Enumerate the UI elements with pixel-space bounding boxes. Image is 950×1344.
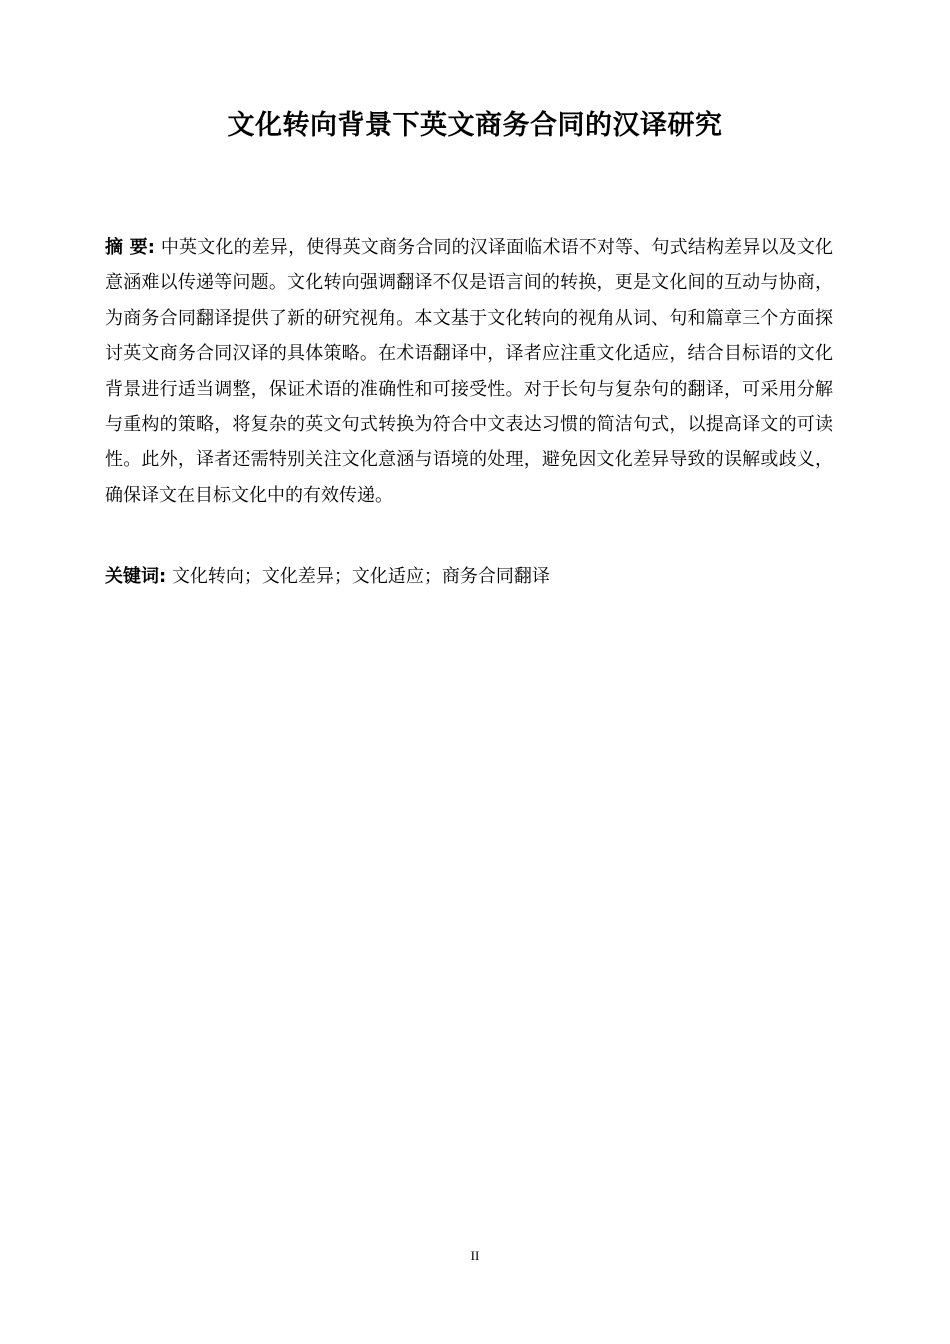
keywords-text: 文化转向；文化差异；文化适应；商务合同翻译: [171, 566, 550, 587]
keywords-line: [105, 562, 833, 592]
page-number: II: [470, 1248, 480, 1263]
abstract-text: 中英文化的差异，使得英文商务合同的汉译面临术语不对等、句式结构差异以及文化意涵难以传递等问题。文化转向强调翻译不仅是语言间的转换，更是文化间的互动与协商，为商务合同翻译提供了新的研究视角。本文基于文化转向的视角从词、句和篇章三个方面探讨英文商务合同汉译的具体策略。在术语翻译中，译者应注重文化适应，结合目标语的文化背景进行适当调整，保证术语的准确性和可接受性。对于长句与复杂句的翻译，可采用分解与重构的策略，将复杂的英文句式转换为符合中文表达习惯的简洁句式，以提高译文的可读性。此外，译者还需特别关注文化意涵与语境的处理，避免因文化差异导致的误解或歧义，确保译文在目标文化中的有效传递。: [105, 237, 834, 506]
page-title: 文化转向背景下英文商务合同的汉译研究: [227, 110, 723, 141]
keywords-label: 关键词:: [105, 566, 167, 587]
abstract-label: 摘 要:: [105, 237, 155, 258]
abstract-paragraph: [105, 230, 833, 513]
